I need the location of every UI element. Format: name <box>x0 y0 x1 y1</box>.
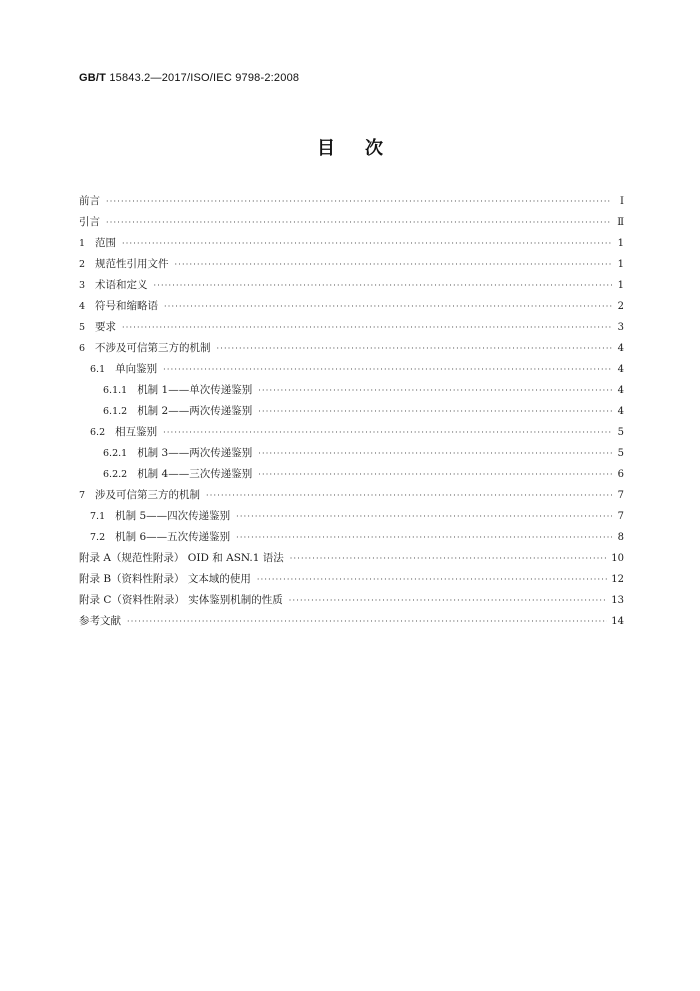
toc-page-number: 4 <box>617 406 624 417</box>
toc-dot-leader <box>289 590 608 611</box>
toc-entry[interactable] <box>79 254 624 275</box>
toc-dot-leader <box>106 212 612 233</box>
toc-entry[interactable] <box>79 422 624 443</box>
toc-page-number: 4 <box>617 385 624 396</box>
toc-entry-number: 7.1 <box>90 511 106 522</box>
toc-entry-label <box>90 506 230 527</box>
toc-entry-number: 3 <box>79 280 86 291</box>
toc-entry-label <box>79 611 121 632</box>
toc-entry-text: 机制 2——两次传递鉴别 <box>137 405 253 417</box>
toc-dot-leader <box>122 233 612 254</box>
toc-entry-label <box>103 401 252 422</box>
toc-entry-label <box>79 338 211 359</box>
toc-entry-text: 附录 B（资料性附录） 文本域的使用 <box>79 573 251 585</box>
toc-entry-text: 范围 <box>95 237 117 249</box>
toc-page-number: 14 <box>611 616 624 627</box>
toc-dot-leader <box>122 317 612 338</box>
toc-dot-leader <box>258 401 612 422</box>
toc-page-number: 4 <box>617 364 624 375</box>
toc-entry-number: 6 <box>79 343 86 354</box>
table-of-contents <box>79 191 624 632</box>
toc-page-number: 5 <box>617 448 624 459</box>
toc-dot-leader <box>163 359 612 380</box>
toc-entry[interactable] <box>79 401 624 422</box>
toc-entry[interactable] <box>79 317 624 338</box>
toc-entry-text: 机制 3——两次传递鉴别 <box>137 447 253 459</box>
toc-dot-leader <box>290 548 608 569</box>
toc-entry-number: 6.1.1 <box>103 385 128 396</box>
toc-entry-number: 6.1 <box>90 364 106 375</box>
toc-entry-number: 1 <box>79 238 86 249</box>
toc-entry[interactable] <box>79 275 624 296</box>
toc-dot-leader <box>236 527 612 548</box>
toc-dot-leader <box>206 485 612 506</box>
toc-entry-text: 附录 C（资料性附录） 实体鉴别机制的性质 <box>79 594 283 606</box>
toc-entry-text: 符号和缩略语 <box>95 300 159 312</box>
toc-entry[interactable] <box>79 212 624 233</box>
toc-entry[interactable] <box>79 527 624 548</box>
toc-entry[interactable] <box>79 485 624 506</box>
toc-entry-number: 6.2.2 <box>103 469 128 480</box>
toc-entry-number: 5 <box>79 322 86 333</box>
toc-entry-text: 机制 4——三次传递鉴别 <box>137 468 253 480</box>
toc-page-number: 1 <box>617 259 624 270</box>
toc-dot-leader <box>164 296 612 317</box>
toc-entry-number: 4 <box>79 301 86 312</box>
toc-entry-number: 6.2.1 <box>103 448 128 459</box>
toc-entry-number: 6.2 <box>90 427 106 438</box>
toc-entry-number: 7.2 <box>90 532 106 543</box>
toc-entry[interactable] <box>79 590 624 611</box>
toc-dot-leader <box>127 611 607 632</box>
toc-page-number: 7 <box>617 490 624 501</box>
toc-entry-text: 机制 1——单次传递鉴别 <box>137 384 253 396</box>
page-title: 目次 <box>317 138 413 159</box>
toc-dot-leader <box>106 191 612 212</box>
toc-entry-label <box>103 443 252 464</box>
toc-entry-text: 规范性引用文件 <box>95 258 169 270</box>
toc-entry[interactable] <box>79 296 624 317</box>
toc-entry-text: 要求 <box>95 321 117 333</box>
toc-entry-text: 涉及可信第三方的机制 <box>95 489 201 501</box>
toc-entry[interactable] <box>79 233 624 254</box>
toc-entry[interactable] <box>79 191 624 212</box>
toc-entry[interactable] <box>79 443 624 464</box>
toc-page-number: 6 <box>617 469 624 480</box>
toc-entry-label <box>103 380 252 401</box>
toc-entry[interactable] <box>79 548 624 569</box>
toc-entry-label <box>79 548 284 569</box>
toc-dot-leader <box>258 443 612 464</box>
toc-dot-leader <box>163 422 612 443</box>
toc-entry-label <box>79 275 148 296</box>
toc-dot-leader <box>175 254 612 275</box>
toc-entry-text: 前言 <box>79 195 100 207</box>
toc-page-number: 13 <box>611 595 624 606</box>
toc-page-number: Ⅱ <box>617 217 624 228</box>
toc-entry-label <box>79 212 100 233</box>
toc-page-number: 2 <box>617 301 624 312</box>
toc-page-number: Ⅰ <box>620 196 624 207</box>
toc-entry[interactable] <box>79 464 624 485</box>
toc-page-number: 5 <box>617 427 624 438</box>
toc-entry-text: 机制 5——四次传递鉴别 <box>115 510 231 522</box>
toc-page-number: 1 <box>617 238 624 249</box>
toc-entry-label <box>79 191 100 212</box>
standard-designation: 15843.2—2017/ISO/IEC 9798-2:2008 <box>106 72 300 84</box>
toc-entry[interactable] <box>79 611 624 632</box>
toc-entry[interactable] <box>79 380 624 401</box>
toc-entry-text: 机制 6——五次传递鉴别 <box>115 531 231 543</box>
toc-entry[interactable] <box>79 506 624 527</box>
toc-dot-leader <box>154 275 612 296</box>
toc-entry-text: 不涉及可信第三方的机制 <box>95 342 211 354</box>
toc-entry-label <box>79 590 283 611</box>
toc-dot-leader <box>217 338 612 359</box>
toc-entry-label <box>79 233 116 254</box>
toc-page-number: 8 <box>617 532 624 543</box>
toc-entry-label <box>90 359 157 380</box>
toc-entry-number: 6.1.2 <box>103 406 128 417</box>
toc-entry-label <box>90 527 230 548</box>
toc-entry-number: 7 <box>79 490 86 501</box>
toc-entry-text: 引言 <box>79 216 100 228</box>
toc-dot-leader <box>258 380 612 401</box>
toc-page-number: 10 <box>611 553 624 564</box>
toc-dot-leader <box>236 506 612 527</box>
toc-dot-leader <box>257 569 607 590</box>
toc-entry-label <box>90 422 157 443</box>
standard-number <box>79 72 299 84</box>
toc-entry-number: 2 <box>79 259 86 270</box>
toc-entry-label <box>79 296 158 317</box>
toc-entry-text: 术语和定义 <box>95 279 148 291</box>
toc-page-number: 7 <box>617 511 624 522</box>
toc-entry[interactable] <box>79 338 624 359</box>
toc-dot-leader <box>258 464 612 485</box>
toc-page-number: 1 <box>617 280 624 291</box>
toc-entry[interactable] <box>79 569 624 590</box>
toc-page-number: 3 <box>617 322 624 333</box>
standard-prefix: GB/T <box>79 72 107 84</box>
toc-page-number: 12 <box>611 574 624 585</box>
toc-entry-label <box>79 569 251 590</box>
toc-entry-label <box>103 464 252 485</box>
toc-entry-label <box>79 317 116 338</box>
toc-entry-label <box>79 254 169 275</box>
toc-entry-label <box>79 485 200 506</box>
toc-entry-text: 单向鉴别 <box>115 363 158 375</box>
toc-entry[interactable] <box>79 359 624 380</box>
toc-entry-text: 参考文献 <box>79 615 121 627</box>
toc-entry-text: 附录 A（规范性附录） OID 和 ASN.1 语法 <box>79 552 284 564</box>
toc-entry-text: 相互鉴别 <box>115 426 158 438</box>
toc-page-number: 4 <box>617 343 624 354</box>
